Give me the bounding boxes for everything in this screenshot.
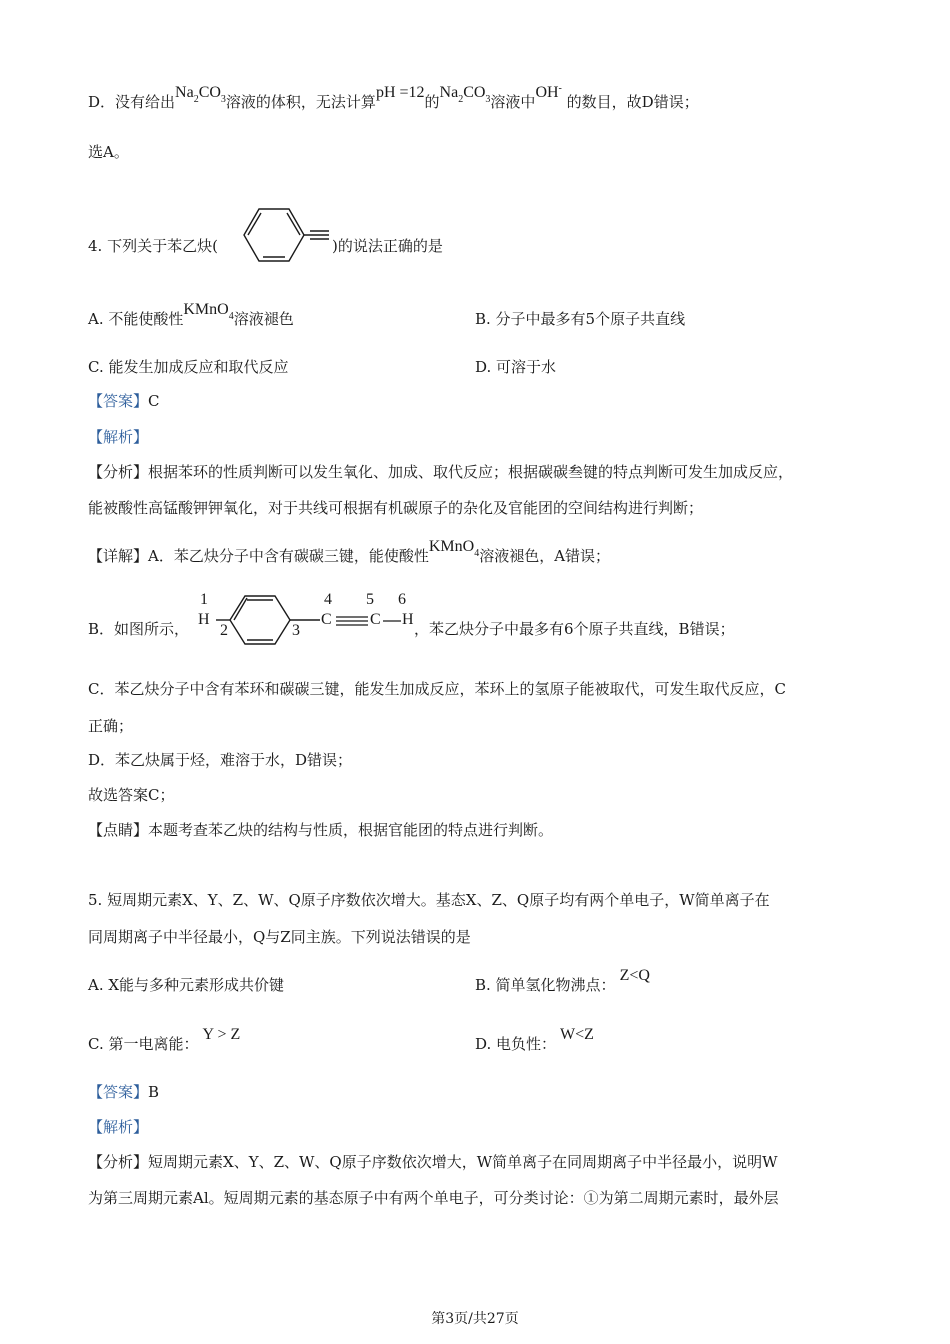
q4-analysis-tag: 【解析】 xyxy=(88,428,149,446)
q3-option-d: D．没有给出$Na_2CO_3$溶液的体积，无法计算pH =12的$Na_2CO_3$溶液中OH- 的数目，故D错误； xyxy=(88,83,699,111)
q4-dianjing: 【点睛】本题考查苯乙炔的结构与性质，根据官能团的特点进行判断。 xyxy=(88,821,554,839)
q5-option-d: D. 电负性：W<Z xyxy=(475,1026,594,1053)
q5-option-a: A. X能与多种元素形成共价键 xyxy=(88,976,285,994)
q4-option-b: B. 分子中最多有5个原子共直线 xyxy=(475,310,686,328)
q4-b-suffix: ，苯乙炔分子中最多有6个原子共直线，B错误； xyxy=(414,620,735,638)
q5-fenxi-line1: 【分析】短周期元素X、Y、Z、W、Q原子序数依次增大，W简单离子在同周期离子中半径最小，说明W xyxy=(88,1153,778,1171)
q3-choice: 选A。 xyxy=(88,143,129,161)
q5-answer: 【答案】B xyxy=(88,1083,160,1101)
kmno4-formula: KMnO$_4$ xyxy=(183,301,234,322)
q4-b-prefix: B．如图所示， xyxy=(88,620,190,638)
q5-option-b: B. 简单氢化物沸点：Z<Q xyxy=(475,967,650,994)
q4-fenxi-line1: 【分析】根据苯环的性质判断可以发生氧化、加成、取代反应；根据碳碳叁键的特点判断可发生加成反应， xyxy=(88,463,794,481)
q4-c-line1: C．苯乙炔分子中含有苯环和碳碳三键，能发生加成反应，苯环上的氢原子能被取代，可发生取代反应，C xyxy=(88,680,786,698)
q4-stem-after: )的说法正确的是 xyxy=(332,237,443,255)
ph-value: pH =12 xyxy=(375,84,425,101)
q4-c-line2: 正确； xyxy=(88,717,134,735)
kmno4-formula-2: KMnO$_4$ xyxy=(428,538,480,559)
na2co3-formula: $Na_2CO_3$ xyxy=(175,84,226,105)
q4-xiangjie-a: 【详解】A．苯乙炔分子中含有碳碳三键，能使酸性KMnO$_4$溶液褪色，A错误； xyxy=(88,538,611,565)
q4-option-c: C. 能发生加成反应和取代反应 xyxy=(88,358,289,376)
q4-fenxi-line2: 能被酸性高锰酸钾钾氧化，对于共线可根据有机碳原子的杂化及官能团的空间结构进行判断； xyxy=(88,499,704,517)
q4-option-a: A. 不能使酸性KMnO$_4$溶液褪色 xyxy=(88,301,294,328)
numbered-structure: 1 H 2 3 4 C 5 C 6 H xyxy=(196,590,426,650)
q4-d-line: D．苯乙炔属于烃，难溶于水，D错误； xyxy=(88,751,353,769)
q4-answer: 【答案】C xyxy=(88,392,160,410)
q5-fenxi-line2: 为第三周期元素Al。短周期元素的基态原子中有两个单电子，可分类讨论：①为第二周期元素时，最外层 xyxy=(88,1189,779,1207)
page-footer: 第3页/共27页 xyxy=(431,1311,519,1327)
q5-stem-line2: 同周期离子中半径最小，Q与Z同主族。下列说法错误的是 xyxy=(88,928,471,946)
q5-analysis-tag: 【解析】 xyxy=(88,1118,149,1136)
phenylacetylene-structure xyxy=(236,204,332,266)
oh-formula: OH- xyxy=(535,83,562,101)
na2co3-formula-2: $Na_2CO_3$ xyxy=(439,84,491,105)
q5-stem-line1: 5. 短周期元素X、Y、Z、W、Q原子序数依次增大。基态X、Z、Q原子均有两个单电子，W简单离子在 xyxy=(88,891,770,909)
q4-final: 故选答案C； xyxy=(88,786,175,804)
q4-option-d: D. 可溶于水 xyxy=(475,358,557,376)
q5-option-c: C. 第一电离能：Y > Z xyxy=(88,1026,241,1053)
q4-stem-before: 4. 下列关于苯乙炔( xyxy=(88,237,218,255)
